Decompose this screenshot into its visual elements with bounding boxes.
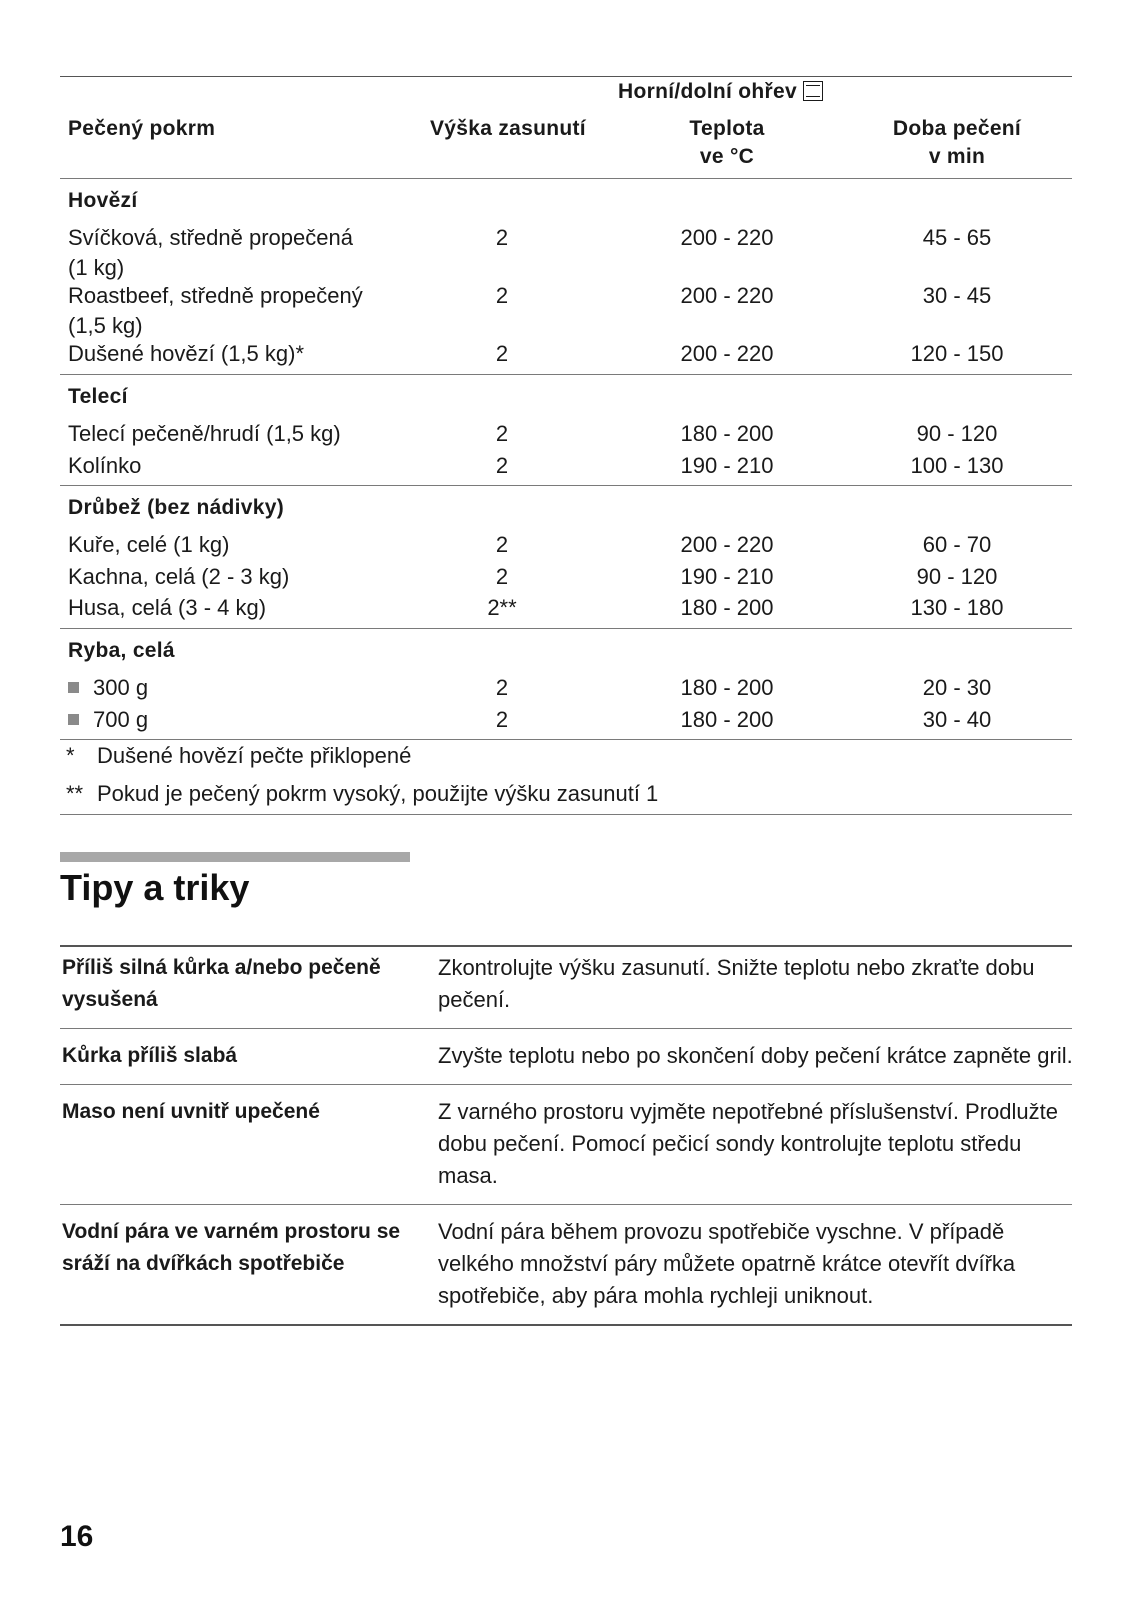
column-header-shelf: Výška zasunutí [430, 117, 586, 140]
footnote [66, 779, 658, 809]
table-bottom-rule [60, 814, 1072, 815]
tip-problem-line: sráží na dvířkách spotřebiče [62, 1252, 345, 1275]
tip-solution [438, 1040, 1074, 1072]
shelf-level: 2 [495, 532, 509, 557]
food-line: 700 g [93, 706, 149, 732]
tip-problem [62, 1096, 402, 1128]
temperature: 180 - 200 [680, 675, 774, 700]
cooking-time: 60 - 70 [922, 532, 992, 557]
temperature: 200 - 220 [680, 225, 774, 250]
cooking-time: 30 - 40 [922, 706, 992, 732]
square-bullet-icon [68, 714, 79, 725]
cooking-time: 20 - 30 [922, 675, 992, 700]
cooking-time: 100 - 130 [910, 452, 1004, 478]
cooking-time: 30 - 45 [922, 283, 992, 308]
shelf-level: 2 [495, 421, 509, 446]
shelf-level: 2 [495, 675, 509, 700]
tip-solution-line: Zkontrolujte výšku zasunutí. Snižte teplotu nebo zkraťte dobu [438, 955, 1035, 980]
food-line: (1 kg) [68, 255, 125, 280]
section-accent-bar [60, 852, 410, 862]
cooking-time: 120 - 150 [910, 341, 1004, 366]
tip-solution [438, 1216, 1074, 1312]
tip-problem [62, 1040, 402, 1072]
tip-solution-line: spotřebiče, aby pára mohla rychleji uniknout. [438, 1283, 874, 1308]
food-line: Kuře, celé (1 kg) [68, 532, 230, 557]
food-line: Roastbeef, středně propečený [68, 283, 363, 308]
shelf-level: 2 [495, 706, 509, 732]
temperature: 190 - 210 [680, 452, 774, 478]
footnote-mark: ** [66, 781, 84, 806]
table-top-rule [60, 76, 1072, 77]
column-header-time: Doba pečení [892, 117, 1022, 140]
tip-problem [62, 1216, 402, 1280]
tip-solution-line: pečení. [438, 987, 511, 1012]
tip-solution-line: Zvyšte teplotu nebo po skončení doby pečení krátce zapněte gril. [438, 1043, 1073, 1068]
shelf-level: 2 [495, 452, 509, 478]
group-rule [60, 739, 1072, 740]
group-heading: Telecí [68, 385, 128, 408]
footnote-mark: * [66, 743, 75, 768]
food-name [68, 339, 304, 369]
group-rule [60, 374, 1072, 375]
column-header-temp: Teplota [689, 117, 765, 140]
food-line: 300 g [93, 675, 149, 700]
temperature: 200 - 220 [680, 532, 774, 557]
food-name [68, 705, 148, 735]
food-name [68, 673, 148, 703]
tip-solution [438, 1096, 1074, 1192]
column-header-temp-unit: ve °C [699, 145, 755, 168]
tip-problem-line: Příliš silná kůrka a/nebo pečeně [62, 956, 381, 979]
food-name [68, 593, 266, 623]
temperature: 200 - 220 [680, 341, 774, 366]
shelf-level: 2 [495, 563, 509, 589]
food-name [68, 419, 341, 449]
heating-mode-header [618, 77, 823, 107]
food-line: Kolínko [68, 452, 142, 478]
cooking-time: 90 - 120 [916, 563, 998, 589]
tip-problem-line: vysušená [62, 988, 158, 1011]
page-number: 16 [60, 1520, 94, 1553]
tip-row-rule [60, 1204, 1072, 1205]
tip-solution [438, 952, 1074, 1016]
temperature: 200 - 220 [680, 283, 774, 308]
header-rule [60, 178, 1072, 179]
cooking-time: 90 - 120 [916, 421, 998, 446]
shelf-level: 2 [495, 283, 509, 308]
food-line: Kachna, celá (2 - 3 kg) [68, 563, 290, 589]
food-line: Husa, celá (3 - 4 kg) [68, 595, 267, 620]
cooking-time: 45 - 65 [922, 225, 992, 250]
temperature: 180 - 200 [680, 421, 774, 446]
footnote-text: Dušené hovězí pečte přiklopené [97, 743, 412, 768]
food-line: (1,5 kg) [68, 313, 143, 338]
shelf-level: 2 [495, 225, 509, 250]
tip-row-rule [60, 1084, 1072, 1085]
tip-problem-line: Vodní pára ve varném prostoru se [62, 1220, 401, 1243]
column-header-food: Pečený pokrm [68, 117, 216, 140]
food-line: Svíčková, středně propečená [68, 225, 353, 250]
tip-solution-line: dobu pečení. Pomocí pečicí sondy kontrolujte teplotu středu [438, 1131, 1022, 1156]
group-rule [60, 628, 1072, 629]
food-name [68, 530, 229, 560]
column-header-time-unit: v min [928, 145, 986, 168]
temperature: 190 - 210 [680, 563, 774, 589]
tip-row-rule [60, 1028, 1072, 1029]
square-bullet-icon [68, 682, 79, 693]
section-title: Tipy a triky [60, 867, 250, 908]
cooking-time: 130 - 180 [910, 595, 1004, 620]
shelf-level: 2 [495, 341, 509, 366]
top-bottom-heat-icon [803, 81, 823, 101]
heating-mode-label: Horní/dolní ohřev [618, 80, 797, 103]
group-heading: Drůbež (bez nádivky) [68, 496, 285, 519]
tip-problem-line: Kůrka příliš slabá [62, 1044, 238, 1067]
tip-solution-line: velkého množství páry můžete opatrně krátce otevřít dvířka [438, 1251, 1016, 1276]
tip-solution-line: Vodní pára během provozu spotřebiče vyschne. V případě [438, 1219, 1005, 1244]
food-line: Telecí pečeně/hrudí (1,5 kg) [68, 421, 341, 446]
tip-problem-line: Maso není uvnitř upečené [62, 1100, 320, 1123]
group-heading: Hovězí [68, 189, 138, 212]
temperature: 180 - 200 [680, 706, 774, 732]
footnote-text: Pokud je pečený pokrm vysoký, použijte výšku zasunutí 1 [97, 781, 659, 806]
tip-solution-line: masa. [438, 1163, 498, 1188]
food-line: Dušené hovězí (1,5 kg)* [68, 341, 305, 366]
group-heading: Ryba, celá [68, 639, 175, 662]
tips-top-rule [60, 945, 1072, 947]
tip-solution-line: Z varného prostoru vyjměte nepotřebné příslušenství. Prodlužte [438, 1099, 1058, 1124]
shelf-level: 2** [487, 595, 517, 620]
footnote [66, 741, 411, 771]
tips-bottom-rule [60, 1324, 1072, 1326]
food-name [68, 562, 289, 592]
tip-problem [62, 952, 402, 1016]
food-name [68, 451, 141, 481]
temperature: 180 - 200 [680, 595, 774, 620]
food-name [68, 223, 353, 283]
group-rule [60, 485, 1072, 486]
food-name [68, 281, 363, 341]
